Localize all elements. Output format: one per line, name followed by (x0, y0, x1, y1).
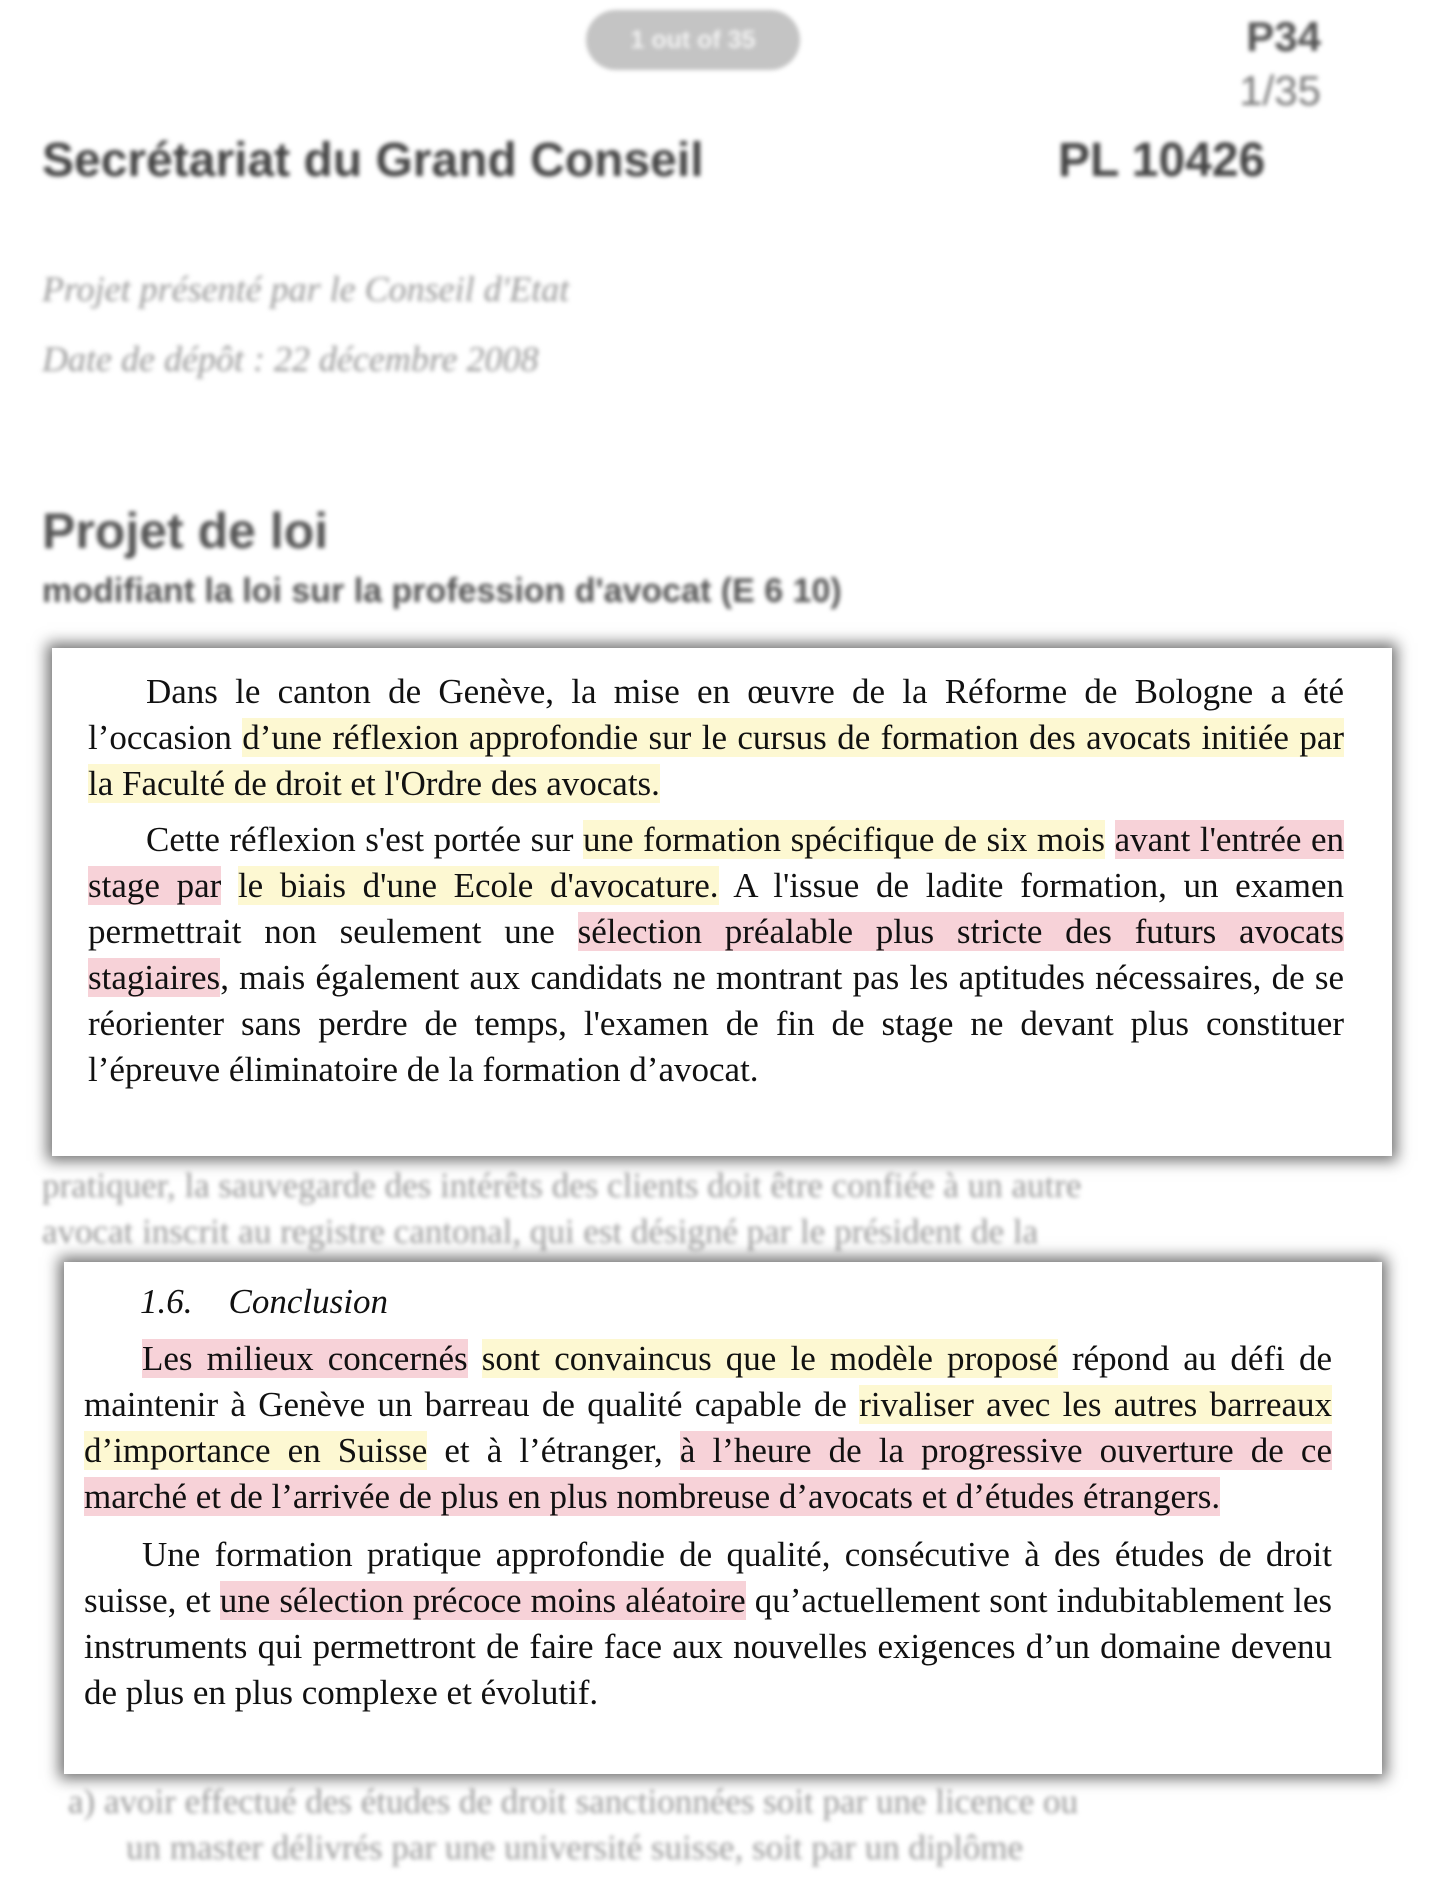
presented-by: Projet présenté par le Conseil d'Etat (42, 269, 570, 309)
highlight-pink: Les milieux concernés (142, 1339, 468, 1378)
paragraph-training-selection (84, 1532, 1332, 1716)
text-segment: et à l’étranger, (427, 1431, 680, 1470)
background-text-line: pratiquer, la sauvegarde des intérêts des clients doit être confiée à un autre (42, 1166, 1082, 1205)
highlight-yellow: une formation spécifique de six mois (582, 820, 1106, 859)
text-segment: A l'issue de ladite formation, un examen permettrait non seulement une (88, 866, 1345, 951)
deposit-date: Date de dépôt : 22 décembre 2008 (42, 339, 539, 379)
highlight-yellow: d’une réflexion approfondie sur le cursus de formation des avocats initiée par la Faculté de droit et l'Ordre des avocats. (88, 718, 1345, 803)
highlight-yellow: sont convaincus que le modèle proposé (481, 1339, 1058, 1378)
text-segment: Cette réflexion s'est portée sur (146, 820, 583, 859)
section-heading (84, 1280, 1332, 1324)
text-segment: répond au défi de maintenir à Genève un barreau de qualité capable de (84, 1339, 1332, 1424)
page-of: 1/35 (1239, 67, 1321, 114)
page-counter-badge[interactable]: 1 out of 35 (586, 10, 800, 70)
highlight-pink: avant l'entrée en stage par (88, 820, 1344, 905)
excerpt-panel-conclusion (64, 1262, 1382, 1774)
background-text-line: a) avoir effectué des études de droit sanctionnées soit par une licence ou (68, 1782, 1079, 1821)
highlight-pink: à l’heure de la progressive ouverture de ce marché et de l’arrivée de plus en plus nombreuse d’avocats et d’études étrangers. (84, 1431, 1332, 1516)
law-project-subtitle: modifiant la loi sur la profession d'avocat (E 6 10) (42, 572, 842, 610)
highlight-pink: sélection préalable plus stricte des futurs avocats stagiaires (88, 912, 1344, 997)
highlight-yellow: le biais d'une Ecole d'avocature. (237, 866, 719, 905)
text-segment (1105, 820, 1115, 859)
page-reference (1239, 10, 1321, 118)
text-segment (468, 1339, 482, 1378)
background-text-line: un master délivrés par une université suisse, soit par un diplôme (126, 1828, 1024, 1867)
organization-title: Secrétariat du Grand Conseil (42, 134, 704, 187)
page-code: P34 (1246, 13, 1321, 60)
text-segment: Une formation pratique approfondie de qualité, consécutive à des études de droit suisse, et (84, 1535, 1332, 1620)
text-segment: , mais également aux candidats ne montrant pas les aptitudes nécessaires, de se réorienter sans perdre de temps, l'examen de fin de stage ne devant plus constituer l’épreuve éliminatoire de la formation d’avocat. (88, 958, 1344, 1089)
excerpt-panel-reform (52, 648, 1392, 1156)
text-segment: qu’actuellement sont indubitablement les instruments qui permettront de faire face aux nouvelles exigences d’un domaine devenu de plus en plus complexe et évolutif. (84, 1581, 1332, 1712)
text-segment: Dans le canton de Genève, la mise en œuvre de la Réforme de Bologne a été l’occasion (88, 672, 1344, 757)
highlight-pink: une sélection précoce moins aléatoire (219, 1581, 746, 1620)
highlight-yellow: rivaliser avec les autres barreaux d’importance en Suisse (84, 1385, 1333, 1470)
section-title: Conclusion (228, 1282, 388, 1321)
section-number: 1.6. (140, 1282, 193, 1321)
text-segment (221, 866, 238, 905)
background-text-line: avocat inscrit au registre cantonal, qui est désigné par le président de la (42, 1212, 1039, 1251)
paragraph-bologna-reform (88, 669, 1344, 807)
document-number: PL 10426 (1058, 134, 1266, 187)
paragraph-specific-training (88, 817, 1344, 1093)
paragraph-conclusion (84, 1336, 1332, 1520)
law-project-title: Projet de loi (42, 503, 329, 559)
